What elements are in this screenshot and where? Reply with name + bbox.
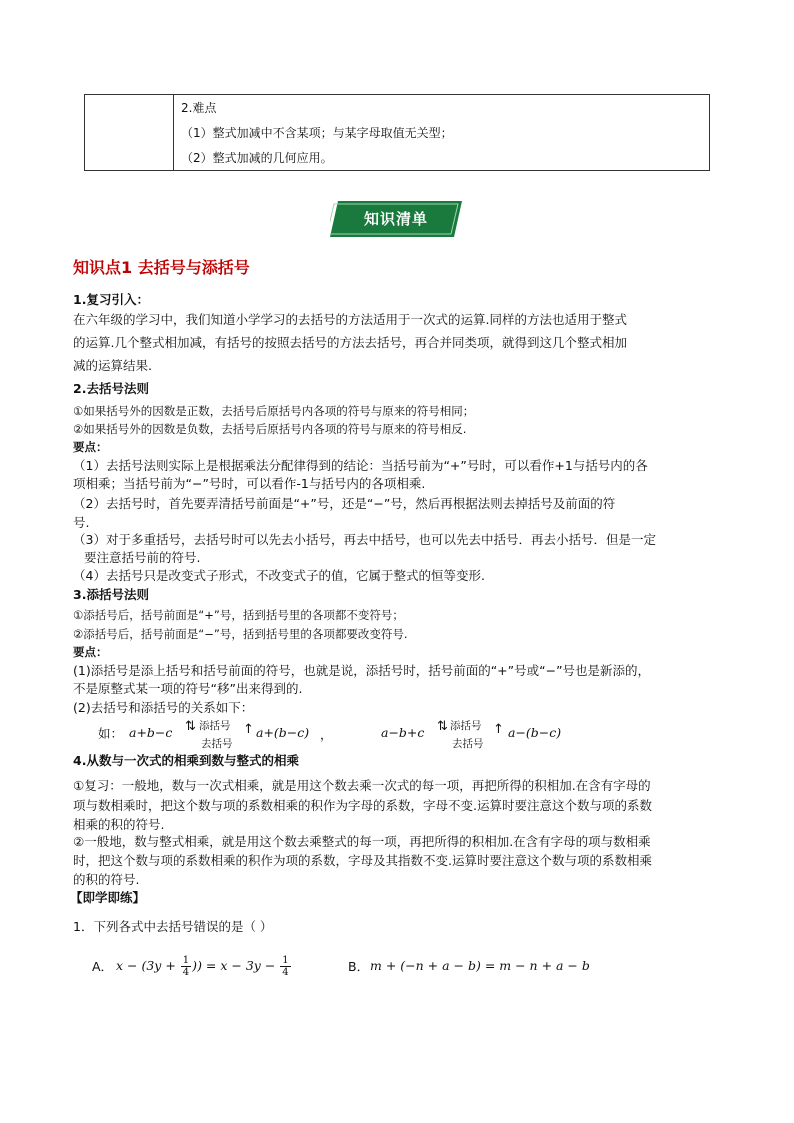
down-arrow-icon: ⇅ xyxy=(185,719,196,734)
table-heading: 2.难点 xyxy=(181,101,217,115)
example2-right: a−(b−c) xyxy=(508,725,562,740)
option-a-label: A． xyxy=(92,959,114,974)
s3-heading: 3.添括号法则 xyxy=(73,587,149,602)
s3-point: (1)添括号是添上括号和括号前面的符号，也就是说，添括号时，括号前面的“+”号或“−”号也是新添的， xyxy=(73,663,651,678)
s4-line: 时，把这个数与项的系数相乘的积作为项的系数，字母及其指数不变.运算时要注意这个数与项的系数相乘 xyxy=(73,853,652,868)
option-b-expression: m + (−n + a − b) = m − n + a − b xyxy=(370,958,590,973)
add-bracket-label: 添括号 xyxy=(199,720,231,732)
fraction-numerator: 1 xyxy=(282,955,289,966)
s1-heading: 1.复习引入： xyxy=(73,292,149,307)
s2-heading: 2.去括号法则 xyxy=(73,381,149,396)
s3-point: 不是原整式某一项的符号“移”出来得到的. xyxy=(73,681,303,696)
s2-rule: ①如果括号外的因数是正数，去括号后原括号内各项的符号与原来的符号相同； xyxy=(73,404,475,418)
fraction xyxy=(181,955,191,978)
s1-line: 减的运算结果. xyxy=(73,358,152,373)
up-arrow-icon: ↑ xyxy=(243,722,254,737)
s1-line: 在六年级的学习中，我们知道小学学习的去括号的方法适用于一次式的运算.同样的方法也适用于整式 xyxy=(73,312,627,327)
info-table xyxy=(84,94,710,171)
s4-line: 相乘的积的符号. xyxy=(73,817,165,832)
remove-bracket-label: 去括号 xyxy=(452,738,484,750)
knowledge-point-title: 知识点1 去括号与添括号 xyxy=(73,258,250,277)
s3-point: (2)去括号和添括号的关系如下： xyxy=(73,700,254,715)
table-item-2: （2）整式加减的几何应用。 xyxy=(181,151,333,165)
s2-key-label: 要点： xyxy=(73,440,108,454)
s2-point: 项相乘；当括号前为“−”号时，可以看作-1与括号内的各项相乘. xyxy=(73,476,426,491)
s1-line: 的运算.几个整式相加减，有括号的按照去括号的方法去括号，再合并同类项，就得到这几个整式相加 xyxy=(73,335,627,350)
s4-heading: 4.从数与一次式的相乘到数与整式的相乘 xyxy=(73,753,299,768)
s2-point: 要注意括号前的符号. xyxy=(84,550,201,565)
table-column-divider xyxy=(173,95,174,170)
s3-rule: ②添括号后，括号前面是“−”号，括到括号里的各项都要改变符号. xyxy=(73,627,408,641)
s2-point: （4）去括号只是改变式子形式，不改变式子的值，它属于整式的恒等变形. xyxy=(73,568,485,583)
fraction xyxy=(280,955,290,978)
add-bracket-label: 添括号 xyxy=(450,720,482,732)
s4-line: 的积的符号. xyxy=(73,872,140,887)
up-arrow-icon: ↑ xyxy=(493,722,504,737)
table-item-1: （1）整式加减中不含某项；与某字母取值无关型； xyxy=(181,126,453,140)
s2-point: （2）去括号时，首先要弄清括号前面是“+”号，还是“−”号，然后再根据法则去掉括号及前面的符 xyxy=(73,496,616,511)
s2-point: （3）对于多重括号，去括号时可以先去小括号，再去中括号，也可以先去中括号．再去小括号．但是一定 xyxy=(73,532,656,547)
s3-rule: ①添括号后，括号前面是“+”号，括到括号里的各项都不变符号； xyxy=(73,608,404,622)
example-prefix: 如： xyxy=(98,726,124,741)
s4-line: 项与数相乘时，把这个数与项的系数相乘的积作为字母的系数，字母不变.运算时要注意这个数与项的系数 xyxy=(73,798,652,813)
example2-left: a−b+c xyxy=(381,725,425,740)
s4-line: ①复习：一般地，数与一次式相乘，就是用这个数去乘一次式的每一项，再把所得的积相加.在含有字母的 xyxy=(73,778,651,793)
example1-comma: ， xyxy=(320,727,333,742)
option-a-mid: ) = x − 3y − xyxy=(197,958,280,973)
fraction-denominator: 4 xyxy=(182,967,190,978)
s4-line: ②一般地，数与整式相乘，就是用这个数去乘整式的每一项，再把所得的积相加.在含有字母的项与数相乘 xyxy=(73,834,651,849)
down-arrow-icon: ⇅ xyxy=(437,719,448,734)
example1-left: a+b−c xyxy=(129,725,173,740)
fraction-denominator: 4 xyxy=(282,967,289,978)
s2-point: （1）去括号法则实际上是根据乘法分配律得到的结论：当括号前为“+”号时，可以看作+1与括号内的各 xyxy=(73,458,648,473)
example1-right: a+(b−c) xyxy=(256,725,310,740)
practice-label: 【即学即练】 xyxy=(70,890,146,905)
option-a-pre: x − (3y + xyxy=(116,958,180,973)
s2-point: 号. xyxy=(73,515,90,530)
s3-key-label: 要点： xyxy=(73,645,108,659)
fraction-numerator: 1 xyxy=(182,955,190,966)
remove-bracket-label: 去括号 xyxy=(201,738,233,750)
practice-question: 1．下列各式中去括号错误的是（ ） xyxy=(73,919,273,934)
s2-rule: ②如果括号外的因数是负数，去括号后原括号内各项的符号与原来的符号相反. xyxy=(73,422,467,436)
badge-label: 知识清单 xyxy=(363,210,428,228)
option-b-label: B． xyxy=(348,959,370,974)
option-a-expression: x − (3y + $\frac{1}{4}$ )) = x − 3y − $\frac{1}{4}$ xyxy=(116,955,289,978)
section-badge xyxy=(330,201,462,237)
